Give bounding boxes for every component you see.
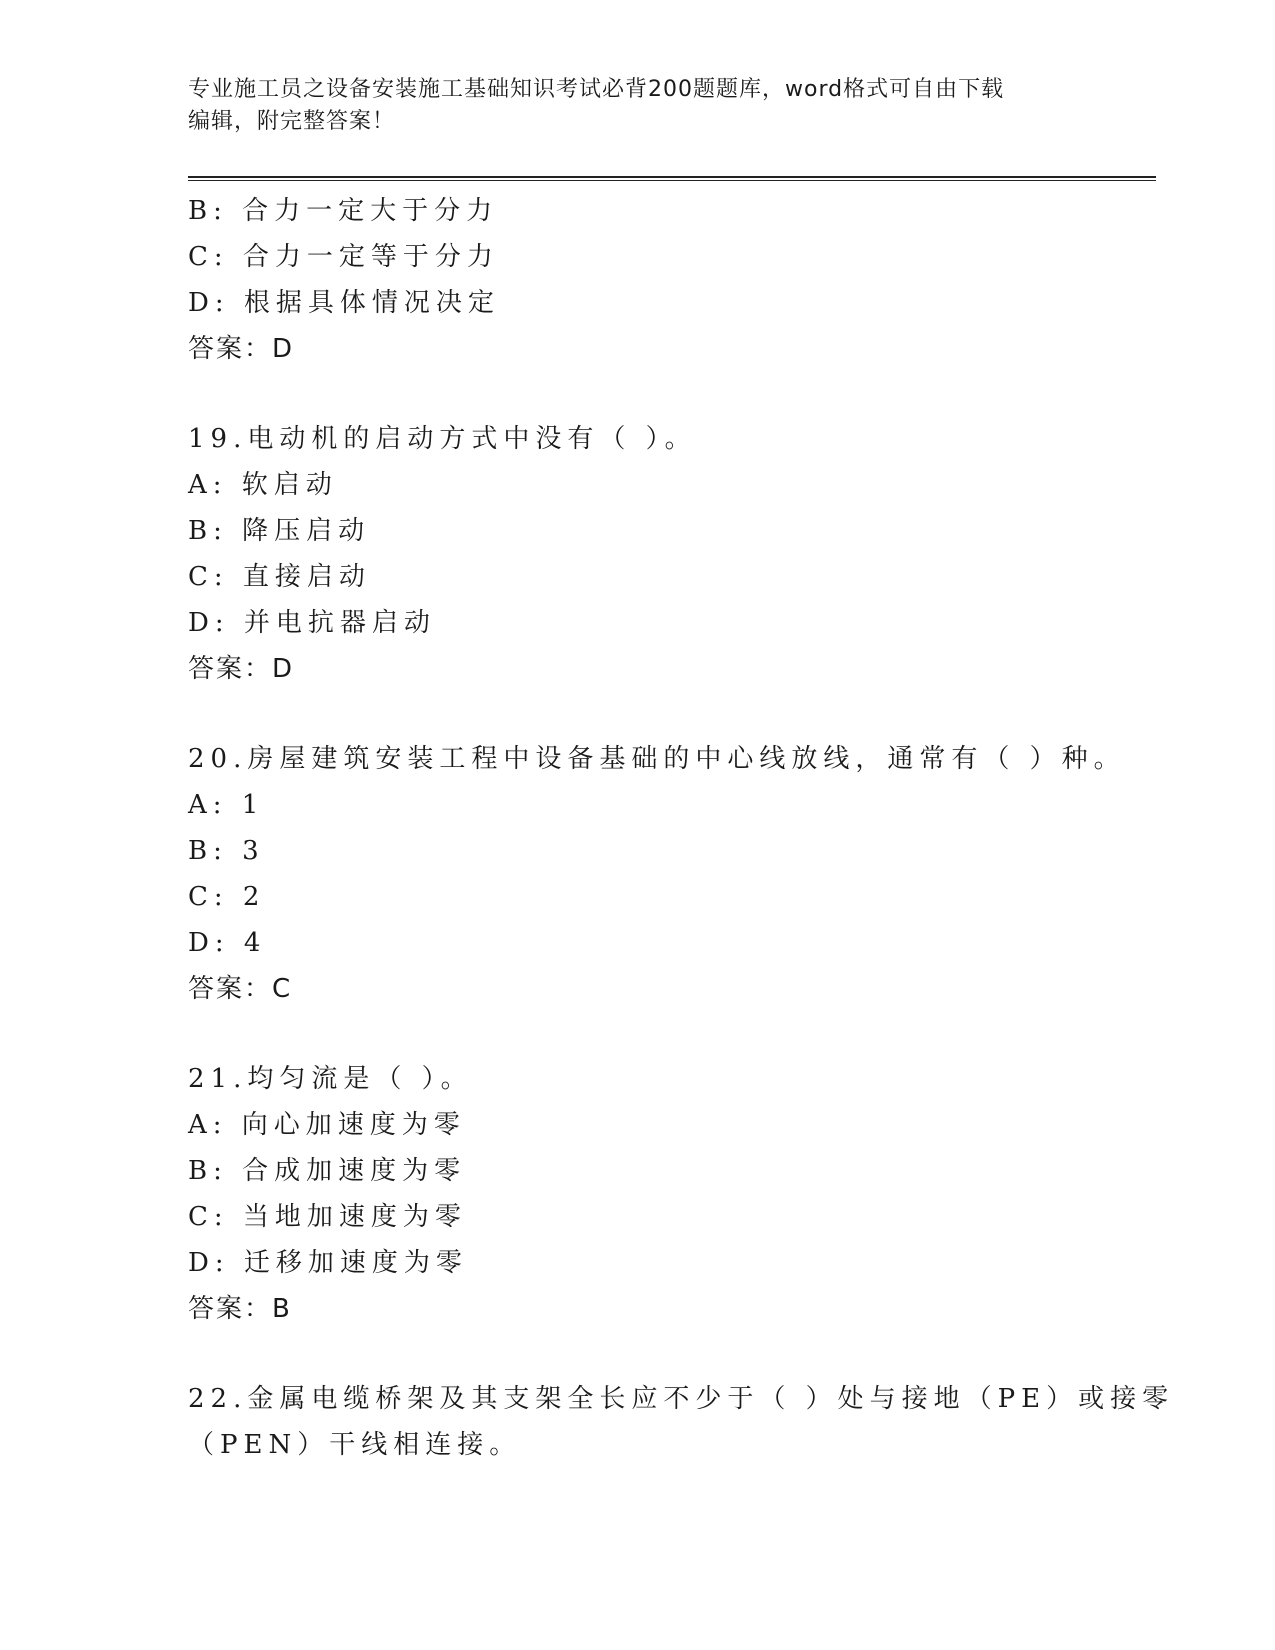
question-19 (188, 416, 1156, 692)
answer: 答案：D (188, 654, 295, 684)
header-divider (188, 176, 1156, 181)
spacer (188, 372, 1156, 416)
question-18 (188, 188, 1156, 372)
document-header (188, 74, 1088, 138)
question-stem: 20.房屋建筑安装工程中设备基础的中心线放线，通常有（ ）种。 (188, 744, 1126, 774)
option-c: C: 当地加速度为零 (188, 1202, 467, 1232)
option-d: D: 迁移加速度为零 (188, 1248, 468, 1278)
spacer (188, 692, 1156, 736)
question-list (188, 188, 1175, 1468)
option-b: B: 合成加速度为零 (188, 1156, 467, 1186)
option-c: C: 2 (188, 882, 266, 912)
option-a: A: 向心加速度为零 (188, 1110, 466, 1140)
question-stem: 19.电动机的启动方式中没有（ ）。 (188, 424, 697, 454)
question-stem-line-1: 22.金属电缆桥架及其支架全长应不少于（ ）处与接地（PE）或接零 (188, 1384, 1175, 1414)
option-c: C: 直接启动 (188, 562, 371, 592)
option-d: D: 根据具体情况决定 (188, 288, 500, 318)
option-d: D: 4 (188, 928, 267, 958)
option-a: A: 1 (188, 790, 265, 820)
question-22 (188, 1376, 1175, 1468)
header-title-line-1: 专业施工员之设备安装施工基础知识考试必背200题题库，word格式可自由下载 (188, 77, 1005, 102)
answer: 答案：C (188, 974, 293, 1004)
spacer (188, 1012, 1156, 1056)
option-c: C: 合力一定等于分力 (188, 242, 499, 272)
spacer (188, 1332, 1156, 1376)
option-b: B: 降压启动 (188, 516, 371, 546)
option-d: D: 并电抗器启动 (188, 608, 436, 638)
option-b: B: 合力一定大于分力 (188, 196, 499, 226)
question-stem: 21.均匀流是（ ）。 (188, 1064, 473, 1094)
answer: 答案：D (188, 334, 295, 364)
header-title-line-2: 编辑，附完整答案！ (188, 109, 396, 134)
question-20 (188, 736, 1156, 1012)
option-b: B: 3 (188, 836, 265, 866)
question-stem-line-2: （PEN）干线相连接。 (188, 1430, 522, 1460)
answer: 答案：B (188, 1294, 292, 1324)
option-a: A: 软启动 (188, 470, 338, 500)
question-21 (188, 1056, 1156, 1332)
